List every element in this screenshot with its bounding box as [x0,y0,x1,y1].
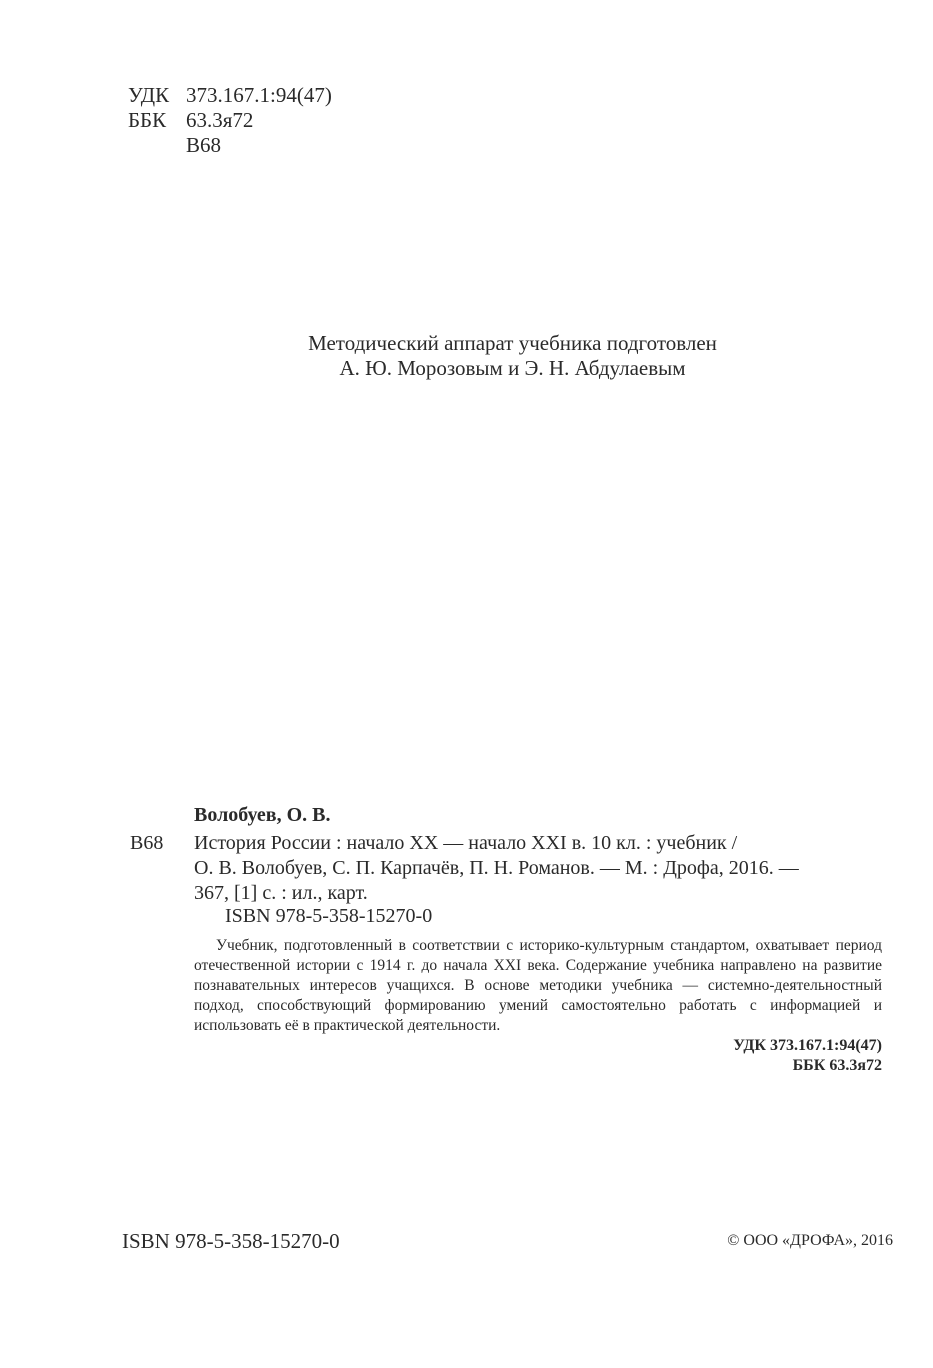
classification-codes [128,83,332,158]
biblio-line-2: О. В. Волобуев, С. П. Карпачёв, П. Н. Романов. — М. : Дрофа, 2016. — [194,857,799,879]
biblio-line-1: История России : начало XX — начало XXI в. 10 кл. : учебник / [194,832,738,854]
udk-label: УДК [128,83,170,107]
udk-row [128,83,332,108]
entry-bibliography [194,831,882,906]
footer-isbn: ISBN 978-5-358-15270-0 [122,1229,340,1253]
credits-line-2: А. Ю. Морозовым и Э. Н. Абдулаевым [339,356,686,380]
author-mark: В68 [186,133,222,157]
footer-copyright: © ООО «ДРОФА», 2016 [727,1232,893,1249]
bbk-row [128,108,332,133]
bbk-value: 63.3я72 [186,108,254,132]
udk-value: 373.167.1:94(47) [186,83,332,107]
entry-isbn: ISBN 978-5-358-15270-0 [225,905,433,927]
author-mark-row [128,133,332,158]
method-credits [240,331,785,381]
biblio-line-3: 367, [1] с. : ил., карт. [194,882,368,904]
entry-signature [733,1036,882,1076]
entry-author: Волобуев, О. В. [194,804,331,826]
bbk-label: ББК [128,108,167,132]
entry-mark: В68 [130,832,164,854]
entry-abstract: Учебник, подготовленный в соответствии с историко-культурным стандартом, охватывает период отечественной истории с 1914 г. до начала XXI века. Содержание учебника направлено на развитие познавательных интересов учащихся. В основе методики учебника — системно-деятельностный подход, способствующий формированию умений самостоятельно работать с информацией и использовать её в практической деятельности. [194,937,882,1034]
entry-udk: УДК 373.167.1:94(47) [733,1037,882,1054]
credits-line-1: Методический аппарат учебника подготовлен [308,331,717,355]
entry-bbk: ББК 63.3я72 [792,1057,882,1074]
